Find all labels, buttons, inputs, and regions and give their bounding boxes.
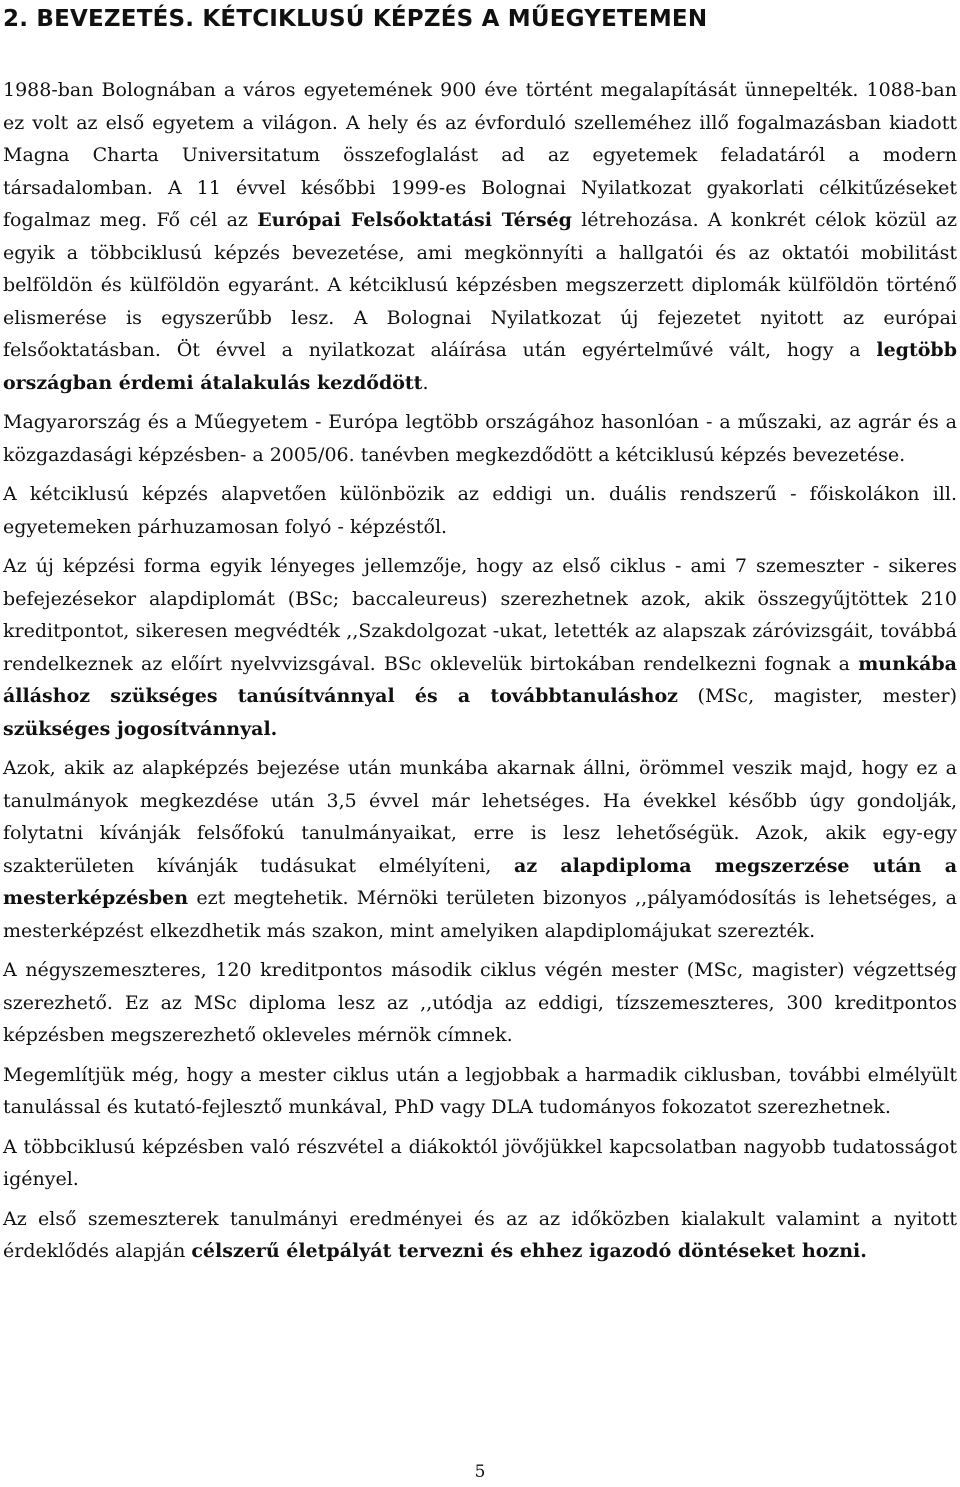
text-run: 1988-ban Bolognában a város egyetemének 900 éve történt megalapítását ünnepelték. 1088-ban ez volt az első egyetem a világon. A hely és az évforduló szelleméhez illő fogalmazásban kiadott Magna Charta Universitatum összefoglalást ad az egyetemek feladatáról a modern társadalomban. A 11 évvel későbbi 1999-es Bolognai Nyilatkozat gyakorlati célkitűzéseket fogalmaz meg. Fő cél az	[3, 79, 957, 231]
section-heading: 2. BEVEZETÉS. KÉTCIKLUSÚ KÉPZÉS A MŰEGYETEMEN	[3, 6, 708, 32]
paragraph-9	[3, 1203, 957, 1268]
text-run: A többciklusú képzésben való részvétel a diákoktól jövőjükkel kapcsolatban nagyobb tudatosságot igényel.	[3, 1135, 957, 1190]
paragraph-3	[3, 478, 957, 543]
paragraph-6	[3, 954, 957, 1052]
paragraph-7	[3, 1059, 957, 1124]
bold-text-run: legtöbb országban érdemi átalakulás kezdődött	[3, 339, 957, 394]
text-run: létrehozása. A konkrét célok közül az egyik a többciklusú képzés bevezetése, ami megkönnyíti a hallgatói és az oktatói mobilitást belföldön és külföldön egyaránt. A kétciklusú képzésben megszerzett diplomák külföldön történő elismerése is egyszerűbb lesz. A Bolognai Nyilatkozat új fejezetet nyitott az európai felsőoktatásban. Öt évvel a nyilatkozat aláírása után egyértelművé vált, hogy a	[3, 209, 958, 361]
text-run: (MSc, magister, mester)	[677, 685, 957, 707]
text-run: .	[422, 371, 429, 394]
paragraph-1	[3, 74, 957, 399]
paragraph-5	[3, 752, 957, 947]
text-run: Az első szemeszterek tanulmányi eredményei és az az időközben kialakult valamint a nyitott érdeklődés alapján	[3, 1207, 957, 1262]
text-run: A kétciklusú képzés alapvetően különbözik az eddigi un. duális rendszerű - főiskolákon ill. egyetemeken párhuzamosan folyó - képzéstől.	[3, 483, 957, 538]
bold-text-run: az alapdiploma megszerzése után a mesterképzésben	[3, 854, 958, 909]
paragraph-8	[3, 1131, 957, 1196]
body-text	[3, 74, 957, 1268]
text-run: Az új képzési forma egyik lényeges jellemzője, hogy az első ciklus - ami 7 szemeszter - sikeres befejezésekor alapdiplomát (BSc; baccaleureus) szerezhetnek azok, akik összegyűjtöttek 210 kreditpontot, sikeresen megvédték ,,Szakdolgozat -ukat, letették az alapszak záróvizsgáit, továbbá rendelkeznek az előírt nyelvvizsgával. BSc oklevelük birtokában rendelkezni fognak a	[3, 555, 957, 675]
paragraph-2	[3, 406, 957, 471]
text-run: ezt megtehetik. Mérnöki területen bizonyos ,,pályamódosítás is lehetséges, a mesterképzést elkezdhetik más szakon, mint amelyiken alapdiplomájukat szerezték.	[3, 887, 957, 942]
bold-text-run: Európai Felsőoktatási Térség	[257, 209, 572, 231]
bold-text-run: célszerű életpályát tervezni és ehhez igazodó döntéseket hozni.	[191, 1240, 867, 1262]
text-run: Azok, akik az alapképzés bejezése után munkába akarnak állni, örömmel veszik majd, hogy ez a tanulmányok megkezdése után 3,5 évvel már lehetséges. Ha évekkel később úgy gondolják, folytatni kívánják felsőfokú tanulmányaikat, erre is lesz lehetőségük. Azok, akik egy-egy szakterületen kívánják tudásukat elmélyíteni,	[3, 757, 957, 877]
text-run: Magyarország és a Műegyetem - Európa legtöbb országához hasonlóan - a műszaki, az agrár és a közgazdasági képzésben- a 2005/06. tanévben megkezdődött a kétciklusú képzés bevezetése.	[3, 411, 957, 466]
text-run: Megemlítjük még, hogy a mester ciklus után a legjobbak a harmadik ciklusban, további elmélyült tanulással és kutató-fejlesztő munkával, PhD vagy DLA tudományos fokozatot szerezhetnek.	[3, 1063, 957, 1118]
bold-text-run: munkába álláshoz szükséges tanúsítvánnyal és a továbbtanuláshoz	[3, 652, 957, 707]
bold-text-run: szükséges jogosítvánnyal.	[3, 717, 278, 740]
paragraph-4	[3, 550, 957, 745]
page-number: 5	[474, 1462, 486, 1482]
text-run: A négyszemeszteres, 120 kreditpontos második ciklus végén mester (MSc, magister) végzettség szerezhető. Ez az MSc diploma lesz az ,,utódja az eddigi, tízszemeszteres, 300 kreditpontos képzésben megszerezhető okleveles mérnök címnek.	[3, 959, 957, 1046]
